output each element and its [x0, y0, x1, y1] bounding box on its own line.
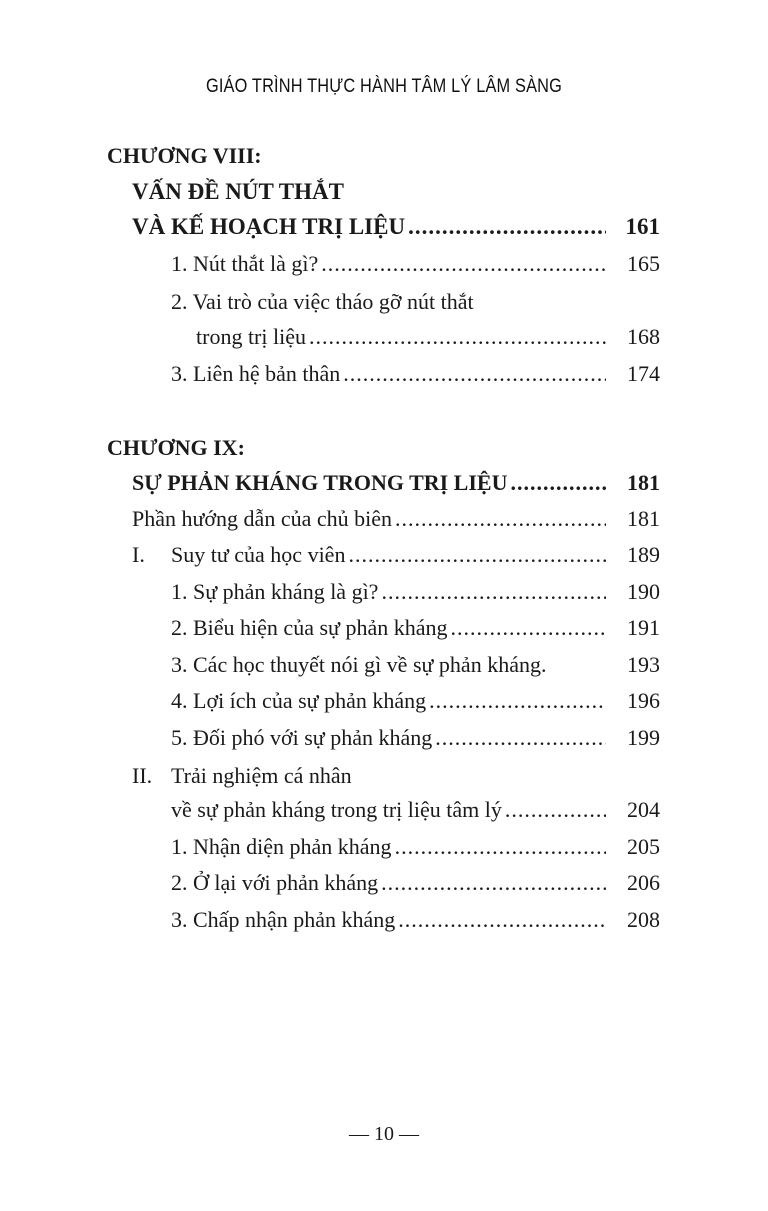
toc-section-2-line1 — [132, 761, 660, 791]
toc-entry-page: 161 — [625, 214, 660, 239]
toc-leader-dots — [343, 361, 606, 387]
toc-entry-section-1[interactable] — [132, 542, 660, 568]
toc-entry-chapter-8-title[interactable] — [132, 214, 660, 240]
toc-entry[interactable] — [171, 725, 660, 751]
toc-entry-label: Suy tư của học viên — [171, 542, 346, 567]
toc-entry-label: 5. Đối phó với sự phản kháng — [171, 725, 433, 750]
toc-entry-label: 4. Lợi ích của sự phản kháng — [171, 688, 427, 713]
toc-entry-label: 1. Nhận diện phản kháng — [171, 834, 392, 859]
toc-entry-label: 1. Nút thắt là gì? — [171, 251, 319, 276]
toc-entry-section-2[interactable] — [171, 797, 660, 823]
toc-entry[interactable] — [171, 907, 660, 933]
toc-entry[interactable] — [171, 579, 660, 605]
toc-entry-page: 190 — [627, 579, 660, 604]
toc-entry-page: 181 — [627, 506, 660, 531]
toc-entry-label: 2. Ở lại với phản kháng — [171, 870, 379, 895]
running-header: GIÁO TRÌNH THỰC HÀNH TÂM LÝ LÂM SÀNG — [205, 76, 563, 97]
toc-leader-dots — [348, 542, 606, 568]
toc-leader-dots — [429, 688, 606, 714]
chapter-9-label: CHƯƠNG IX: — [107, 435, 245, 460]
toc-entry[interactable] — [171, 615, 660, 641]
toc-entry-page: 199 — [627, 725, 660, 750]
toc-leader-dots — [450, 615, 606, 641]
toc-entry-label: 3. Các học thuyết nói gì về sự phản kháng. — [171, 652, 547, 677]
toc-entry-page: 181 — [627, 470, 660, 495]
toc-leader-dots — [395, 506, 606, 532]
toc-leader-dots — [398, 907, 606, 933]
section-number: II. — [132, 763, 153, 788]
toc-leader-dots — [309, 324, 606, 350]
toc-entry-chapter-9-title[interactable] — [132, 470, 660, 496]
toc-entry-page: 205 — [627, 834, 660, 859]
chapter-8-label: CHƯƠNG VIII: — [107, 143, 262, 168]
toc-leader-dots — [395, 834, 606, 860]
toc-entry-label: 2. Biểu hiện của sự phản kháng — [171, 615, 448, 640]
toc-entry[interactable] — [171, 688, 660, 714]
toc-leader-dots — [505, 797, 606, 823]
toc-entry[interactable] — [132, 506, 660, 532]
toc-entry-label: SỰ PHẢN KHÁNG TRONG TRỊ LIỆU — [132, 470, 508, 495]
page-number: — 10 — — [349, 1123, 419, 1145]
toc-entry-page: 191 — [627, 615, 660, 640]
toc-entry-label: trong trị liệu — [196, 324, 306, 349]
toc-entry-label: VÀ KẾ HOẠCH TRỊ LIỆU — [132, 214, 406, 239]
toc-entry-page: 206 — [627, 870, 660, 895]
toc-entry-label: 1. Sự phản kháng là gì? — [171, 579, 379, 604]
toc-entry[interactable] — [171, 251, 660, 277]
toc-leader-dots — [435, 725, 606, 751]
toc-entry-page: 208 — [627, 907, 660, 932]
toc-entry-page: 174 — [627, 361, 660, 386]
toc-entry-page: 168 — [627, 324, 660, 349]
section-number: I. — [132, 542, 145, 567]
toc-entry-label-line1: Trải nghiệm cá nhân — [171, 763, 352, 788]
toc-leader-dots — [381, 870, 606, 896]
toc-leader-dots — [381, 579, 606, 605]
toc-entry-label: Phần hướng dẫn của chủ biên — [132, 506, 392, 531]
toc-entry[interactable] — [196, 324, 660, 350]
chapter-8-title-line1: VẤN ĐỀ NÚT THẮT — [132, 179, 344, 204]
toc-entry[interactable] — [171, 652, 660, 678]
toc-entry-page: 196 — [627, 688, 660, 713]
toc-entry-label: về sự phản kháng trong trị liệu tâm lý — [171, 797, 502, 822]
toc-entry[interactable] — [171, 834, 660, 860]
toc-leader-dots — [321, 251, 606, 277]
toc-entry-page: 165 — [627, 251, 660, 276]
toc-entry-label: 3. Chấp nhận phản kháng — [171, 907, 396, 932]
toc-entry-page: 189 — [627, 542, 660, 567]
toc-leader-dots — [408, 214, 606, 240]
toc-entry-label: 3. Liên hệ bản thân — [171, 361, 341, 386]
toc-entry-label-line1: 2. Vai trò của việc tháo gỡ nút thắt — [171, 289, 474, 314]
toc-entry[interactable] — [171, 870, 660, 896]
toc-entry-page: 204 — [627, 797, 660, 822]
toc-leader-dots — [510, 470, 606, 496]
toc-entry[interactable] — [171, 361, 660, 387]
toc-entry-page: 193 — [627, 652, 660, 677]
